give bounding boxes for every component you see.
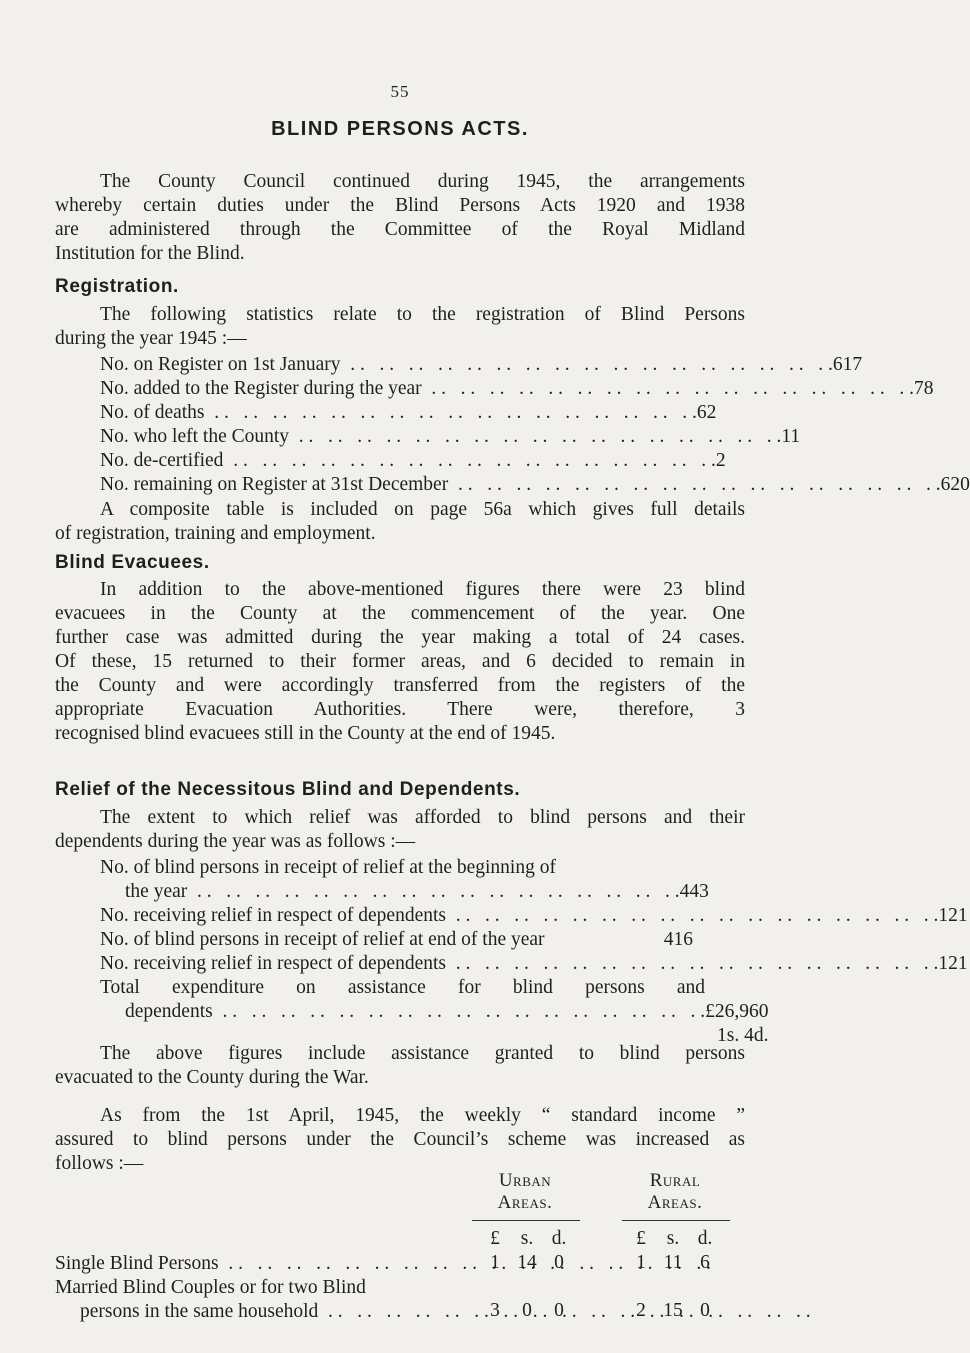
pounds: 2 [636,1300,646,1321]
relief-intro-line: dependents during the year was as follows :— [55,831,416,852]
registration-stat-row [100,449,726,473]
stat-label-text: No. remaining on Register at 31st December [100,474,449,495]
stat-value: 416 [663,929,693,950]
rural-areas-header [620,1170,730,1214]
registration-stat-row [100,473,970,497]
stat-label: No. de-certified . . [100,449,716,473]
stat-value: 620 [940,474,970,495]
row-label: Single Blind Persons . . [55,1252,711,1276]
stat-value: 11 [781,426,801,447]
registration-stat-row [100,353,863,377]
rural-units [626,1228,720,1250]
stat-value: 62 [696,402,717,423]
registration-stat-row [100,401,717,425]
relief-stat-row [100,904,968,928]
stat-label: dependents . . [125,1000,705,1048]
intro-line: The County Council continued during 1945, the arrangements [100,171,745,192]
stat-label: No. of blind persons in receipt of relief at the beginning of [100,857,556,878]
pence: 6 [700,1252,710,1273]
unit-pence: d. [551,1228,567,1249]
intro-line: are administered through the Committee of the Royal Midland [55,219,745,240]
rural-single-value [626,1252,720,1274]
evacuees-line: recognised blind evacuees still in the County at the end of 1945. [55,723,556,744]
evacuees-line: further case was admitted during the year making a total of 24 cases. [55,627,745,648]
income-row-label [55,1252,480,1276]
urban-header-line: Urban [498,1170,552,1191]
income-row-label [80,1300,480,1324]
relief-intro-line: The extent to which relief was afforded to blind persons and their [100,807,745,828]
shillings: 15 [663,1300,683,1321]
evacuees-line: the County and were accordingly transferred from the registers of the [55,675,745,696]
evacuees-paragraph [55,578,745,746]
pounds: 1 [636,1252,646,1273]
stat-label: No. on Register on 1st January . . [100,353,833,377]
registration-note [55,498,745,546]
stat-value: 443 [679,881,709,902]
pounds: 3 [490,1300,500,1321]
registration-stat-row [100,425,801,449]
registration-intro [55,303,745,351]
relief-stat-row [100,976,705,1000]
stat-label: No. of blind persons in receipt of relief at end of the year [100,929,545,950]
registration-intro-line: The following statistics relate to the registration of Blind Persons [100,304,745,325]
shillings: 11 [663,1252,683,1273]
relief-note [55,1042,745,1090]
stat-label: Total expenditure on assistance for blind persons and [100,977,705,998]
page-number: 55 [390,82,410,101]
evacuees-line: appropriate Evacuation Authorities. There were, therefore, 3 [55,699,745,720]
urban-header-line: Areas. [497,1192,553,1213]
relief-note-line: The above figures include assistance granted to blind persons [100,1043,745,1064]
urban-single-value [480,1252,574,1274]
relief-stat-row [100,952,968,976]
rural-underline [622,1220,730,1221]
standard-income-intro [55,1104,745,1176]
row-label: Married Blind Couples or for two Blind [55,1277,366,1298]
intro-paragraph [55,170,745,266]
relief-stat-row [125,1000,769,1048]
stat-label [100,473,941,497]
unit-shillings: s. [666,1228,680,1249]
income-intro-line: As from the 1st April, 1945, the weekly “ standard income ” [100,1105,745,1126]
evacuees-line: evacuees in the County at the commencement of the year. One [55,603,745,624]
page-title: BLIND PERSONS ACTS. [271,118,529,140]
intro-line: Institution for the Blind. [55,243,245,264]
pence: 0 [700,1300,710,1321]
stat-label: the year . . [125,880,680,904]
pence: 0 [554,1300,564,1321]
intro-line: whereby certain duties under the Blind Persons Acts 1920 and 1938 [55,195,745,216]
unit-pence: d. [697,1228,713,1249]
relief-intro [55,806,745,854]
stat-value: 617 [832,354,863,375]
pounds: 1 [490,1252,500,1273]
registration-heading: Registration. [55,276,179,297]
income-intro-line: assured to blind persons under the Council’s scheme was increased as [55,1129,745,1150]
unit-pounds: £ [636,1228,646,1249]
rural-header-line: Areas. [647,1192,703,1213]
relief-stat-row [125,880,709,904]
stat-label: No. who left the County . . [100,425,781,449]
rural-married-value [626,1300,720,1322]
evacuees-line: In addition to the above-mentioned figures there were 23 blind [100,579,745,600]
rural-header-line: Rural [649,1170,701,1191]
pence: 0 [554,1252,564,1273]
stat-label: No. of deaths . . [100,401,697,425]
stat-value: 121 [938,905,968,926]
relief-stat-row [100,856,740,880]
stat-label: No. receiving relief in respect of dependents . . [100,952,938,976]
evacuees-line: Of these, 15 returned to their former areas, and 6 decided to remain in [55,651,745,672]
shillings: 0 [522,1300,532,1321]
relief-note-line: evacuated to the County during the War. [55,1067,369,1088]
evacuees-heading: Blind Evacuees. [55,552,210,573]
urban-areas-header [470,1170,580,1214]
stat-label: No. added to the Register during the year . . [100,377,914,401]
row-label: persons in the same household . . [80,1300,811,1324]
registration-note-line: A composite table is included on page 56a which gives full details [100,499,745,520]
registration-stat-row [100,377,934,401]
unit-pounds: £ [490,1228,500,1249]
stat-value: £26,960 1s. 4d. [705,1001,769,1046]
stat-value: 121 [938,953,968,974]
registration-intro-line: during the year 1945 :— [55,328,247,349]
income-intro-line: follows :— [55,1153,144,1174]
stat-label: No. receiving relief in respect of dependents . . [100,904,938,928]
urban-units [480,1228,574,1250]
shillings: 14 [517,1252,537,1273]
relief-stat-row [100,928,693,952]
relief-heading: Relief of the Necessitous Blind and Dependents. [55,779,521,800]
stat-value: 78 [914,378,934,399]
registration-note-line: of registration, training and employment. [55,523,376,544]
urban-underline [472,1220,580,1221]
income-row-label [55,1276,655,1300]
stat-value: 2 [715,450,726,471]
urban-married-value [480,1300,574,1322]
unit-shillings: s. [520,1228,534,1249]
